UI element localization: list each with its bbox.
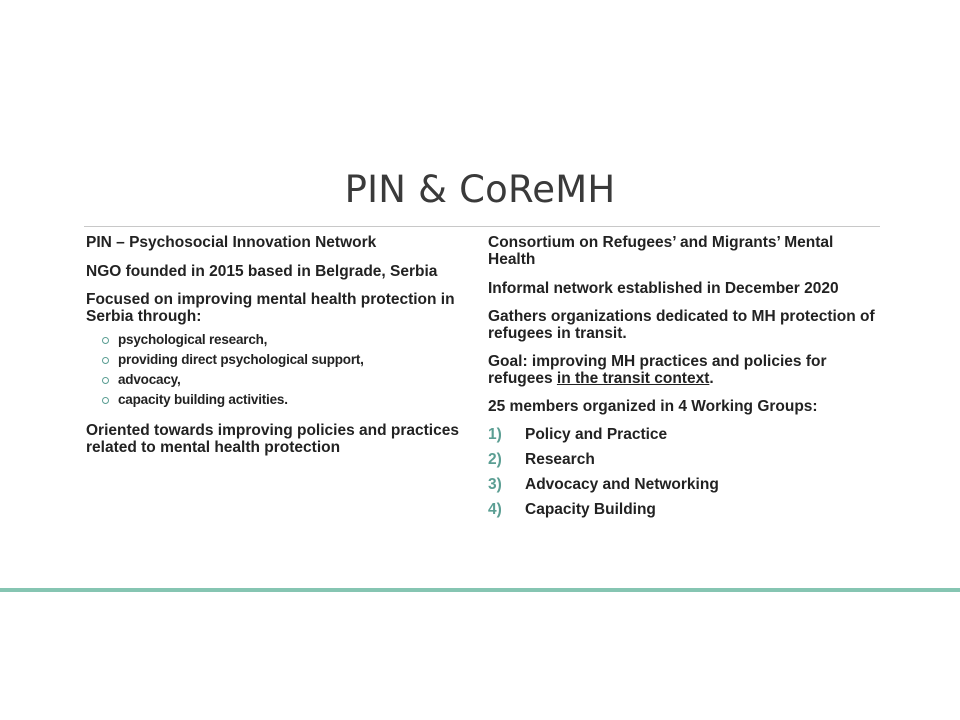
- coremh-gathers: Gathers organizations dedicated to MH protection of refugees in transit.: [488, 308, 875, 342]
- pin-focus: Focused on improving mental health protection in Serbia through:: [86, 291, 455, 325]
- working-group-item: [488, 451, 883, 476]
- bullet-icon: [102, 377, 109, 384]
- bullet-icon: [102, 397, 109, 404]
- working-group-item: [488, 426, 883, 451]
- coremh-goal: [488, 353, 883, 387]
- working-group-item: [488, 476, 883, 501]
- goal-text: Goal: improving MH practices and policies for refugees: [488, 353, 827, 387]
- right-column: [488, 234, 883, 526]
- working-groups-list: [488, 426, 883, 526]
- bullet-item: [102, 370, 476, 390]
- working-group-label: Capacity Building: [525, 501, 656, 518]
- coremh-informal: Informal network established in December 2020: [488, 280, 839, 297]
- bullet-item: [102, 390, 476, 410]
- working-group-label: Policy and Practice: [525, 426, 668, 443]
- pin-founded: NGO founded in 2015 based in Belgrade, Serbia: [86, 263, 438, 280]
- working-group-item: [488, 501, 883, 526]
- pin-heading: PIN – Psychosocial Innovation Network: [86, 234, 377, 251]
- goal-underlined-text: in the transit context: [556, 370, 710, 387]
- left-column: [86, 234, 476, 467]
- working-group-label: Research: [525, 451, 595, 468]
- footer-accent-bar: [0, 588, 960, 592]
- bullet-item: [102, 330, 476, 350]
- list-number: 1): [488, 426, 502, 443]
- list-number: 4): [488, 501, 502, 518]
- coremh-heading: Consortium on Refugees’ and Migrants’ Mental Health: [488, 234, 834, 268]
- bullet-icon: [102, 337, 109, 344]
- bullet-icon: [102, 357, 109, 364]
- working-group-label: Advocacy and Networking: [525, 476, 719, 493]
- focus-bullet-list: [102, 330, 476, 410]
- coremh-members: 25 members organized in 4 Working Groups:: [488, 398, 818, 415]
- bullet-text: advocacy,: [118, 372, 181, 387]
- title-divider: [84, 226, 880, 227]
- list-number: 2): [488, 451, 502, 468]
- slide-title: PIN & CoReMH: [344, 168, 616, 211]
- list-number: 3): [488, 476, 502, 493]
- bullet-item: [102, 350, 476, 370]
- bullet-text: psychological research,: [118, 332, 268, 347]
- goal-period: .: [709, 370, 714, 387]
- bullet-text: capacity building activities.: [118, 392, 288, 407]
- bullet-text: providing direct psychological support,: [118, 352, 364, 367]
- pin-oriented: Oriented towards improving policies and practices related to mental health protection: [86, 422, 459, 456]
